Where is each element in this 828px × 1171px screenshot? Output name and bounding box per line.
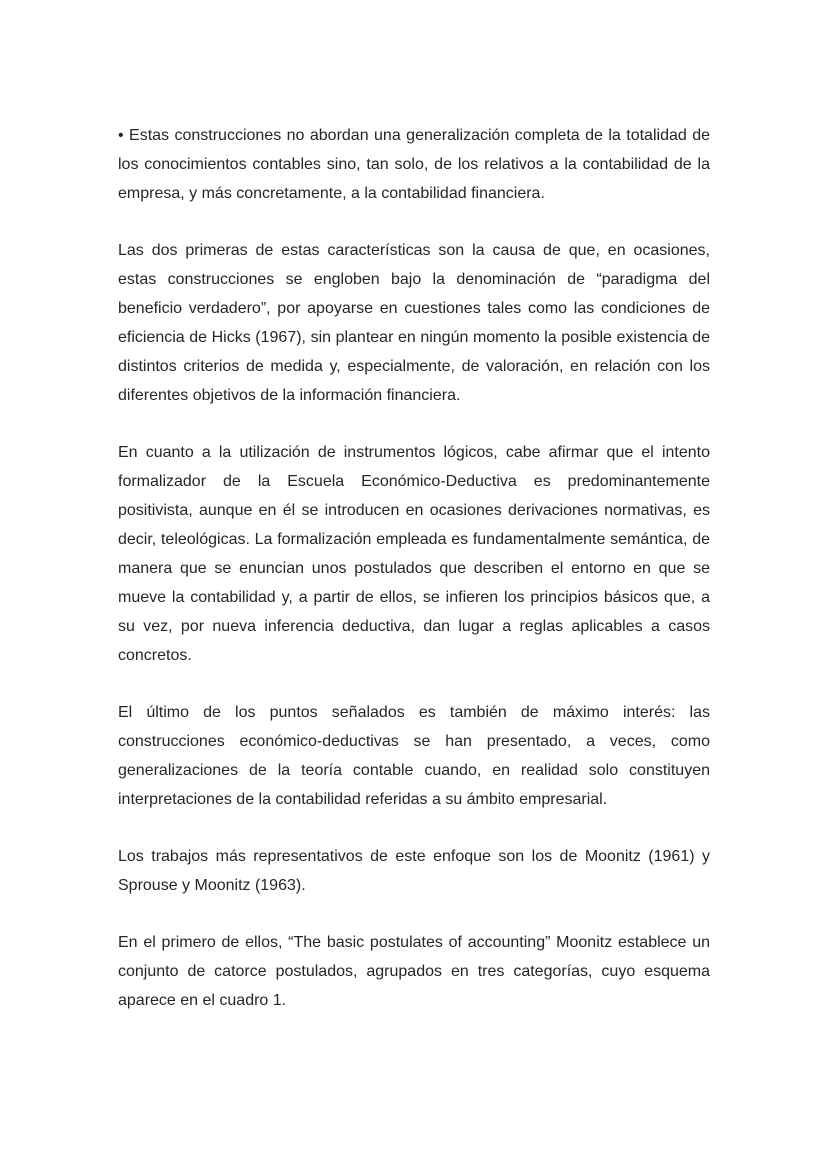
paragraph: En el primero de ellos, “The basic postulates of accounting” Moonitz establece un conjunto de catorce postulados, agrupados en tres categorías, cuyo esquema aparece en el cuadro 1. [118,934,710,1009]
paragraph: El último de los puntos señalados es también de máximo interés: las construcciones económico-deductivas se han presentado, a veces, como generalizaciones de la teoría contable cuando, en realidad solo constituyen interpretaciones de la contabilidad referidas a su ámbito empresarial. [118,704,710,808]
text-block [118,121,710,1015]
paragraph: En cuanto a la utilización de instrumentos lógicos, cabe afirmar que el intento formalizador de la Escuela Económico-Deductiva es predominantemente positivista, aunque en él se introducen en ocasiones derivaciones normativas, es decir, teleológicas. La formalización empleada es fundamentalmente semántica, de manera que se enuncian unos postulados que describen el entorno en que se mueve la contabilidad y, a partir de ellos, se infieren los principios básicos que, a su vez, por nueva inferencia deductiva, dan lugar a reglas aplicables a casos concretos. [118,444,710,664]
paragraph-bullet-item: • Estas construcciones no abordan una generalización completa de la totalidad de los conocimientos contables sino, tan solo, de los relativos a la contabilidad de la empresa, y más concretamente, a la contabilidad financiera. [118,127,710,202]
paragraph: Las dos primeras de estas características son la causa de que, en ocasiones, estas construcciones se engloben bajo la denominación de “paradigma del beneficio verdadero”, por apoyarse en cuestiones tales como las condiciones de eficiencia de Hicks (1967), sin plantear en ningún momento la posible existencia de distintos criterios de medida y, especialmente, de valoración, en relación con los diferentes objetivos de la información financiera. [118,242,710,404]
paragraph: Los trabajos más representativos de este enfoque son los de Moonitz (1961) y Sprouse y Moonitz (1963). [118,848,710,894]
